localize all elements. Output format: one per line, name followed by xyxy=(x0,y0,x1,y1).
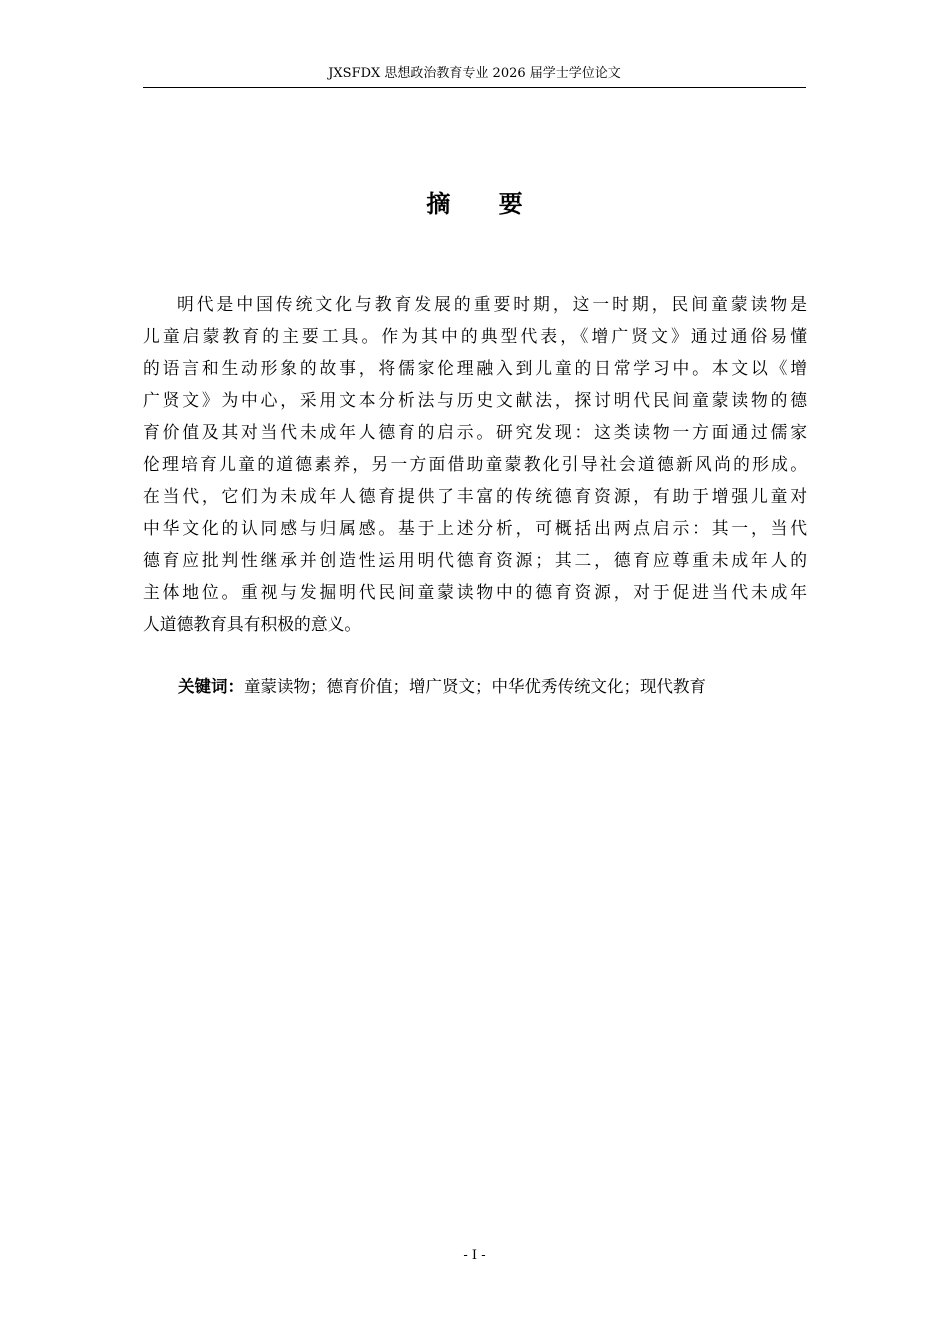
keywords xyxy=(178,672,806,702)
header-text: JXSFDX 思想政治教育专业 2026 届学士学位论文 xyxy=(328,66,621,81)
abstract-line: 主体地位。重视与发掘明代民间童蒙读物中的德育资源，对于促进当代未成年 xyxy=(143,582,807,602)
abstract-line: 育价值及其对当代未成年人德育的启示。研究发现：这类读物一方面通过儒家 xyxy=(143,422,807,442)
page-number: - I - xyxy=(463,1248,486,1263)
page-header xyxy=(143,64,806,88)
abstract-line: 中华文化的认同感与归属感。基于上述分析，可概括出两点启示：其一，当代 xyxy=(143,518,807,538)
abstract-body xyxy=(143,288,807,640)
keywords-text: 童蒙读物；德育价值；增广贤文；中华优秀传统文化；现代教育 xyxy=(244,677,706,696)
abstract-line: 的语言和生动形象的故事，将儒家伦理融入到儿童的日常学习中。本文以《增 xyxy=(143,358,807,378)
abstract-line: 人道德教育具有积极的意义。 xyxy=(143,614,362,634)
abstract-title: 摘 要 xyxy=(426,190,543,218)
abstract-line: 明代是中国传统文化与教育发展的重要时期，这一时期，民间童蒙读物是 xyxy=(177,294,807,314)
abstract-line: 在当代，它们为未成年人德育提供了丰富的传统德育资源，有助于增强儿童对 xyxy=(143,486,807,506)
keywords-label: 关键词： xyxy=(178,677,244,696)
abstract-line: 德育应批判性继承并创造性运用明代德育资源；其二，德育应尊重未成年人的 xyxy=(143,550,807,570)
abstract-line: 伦理培育儿童的道德素养，另一方面借助童蒙教化引导社会道德新风尚的形成。 xyxy=(143,454,807,474)
abstract-line: 儿童启蒙教育的主要工具。作为其中的典型代表，《增广贤文》通过通俗易懂 xyxy=(143,326,807,346)
abstract-line: 广贤文》为中心，采用文本分析法与历史文献法，探讨明代民间童蒙读物的德 xyxy=(143,390,807,410)
